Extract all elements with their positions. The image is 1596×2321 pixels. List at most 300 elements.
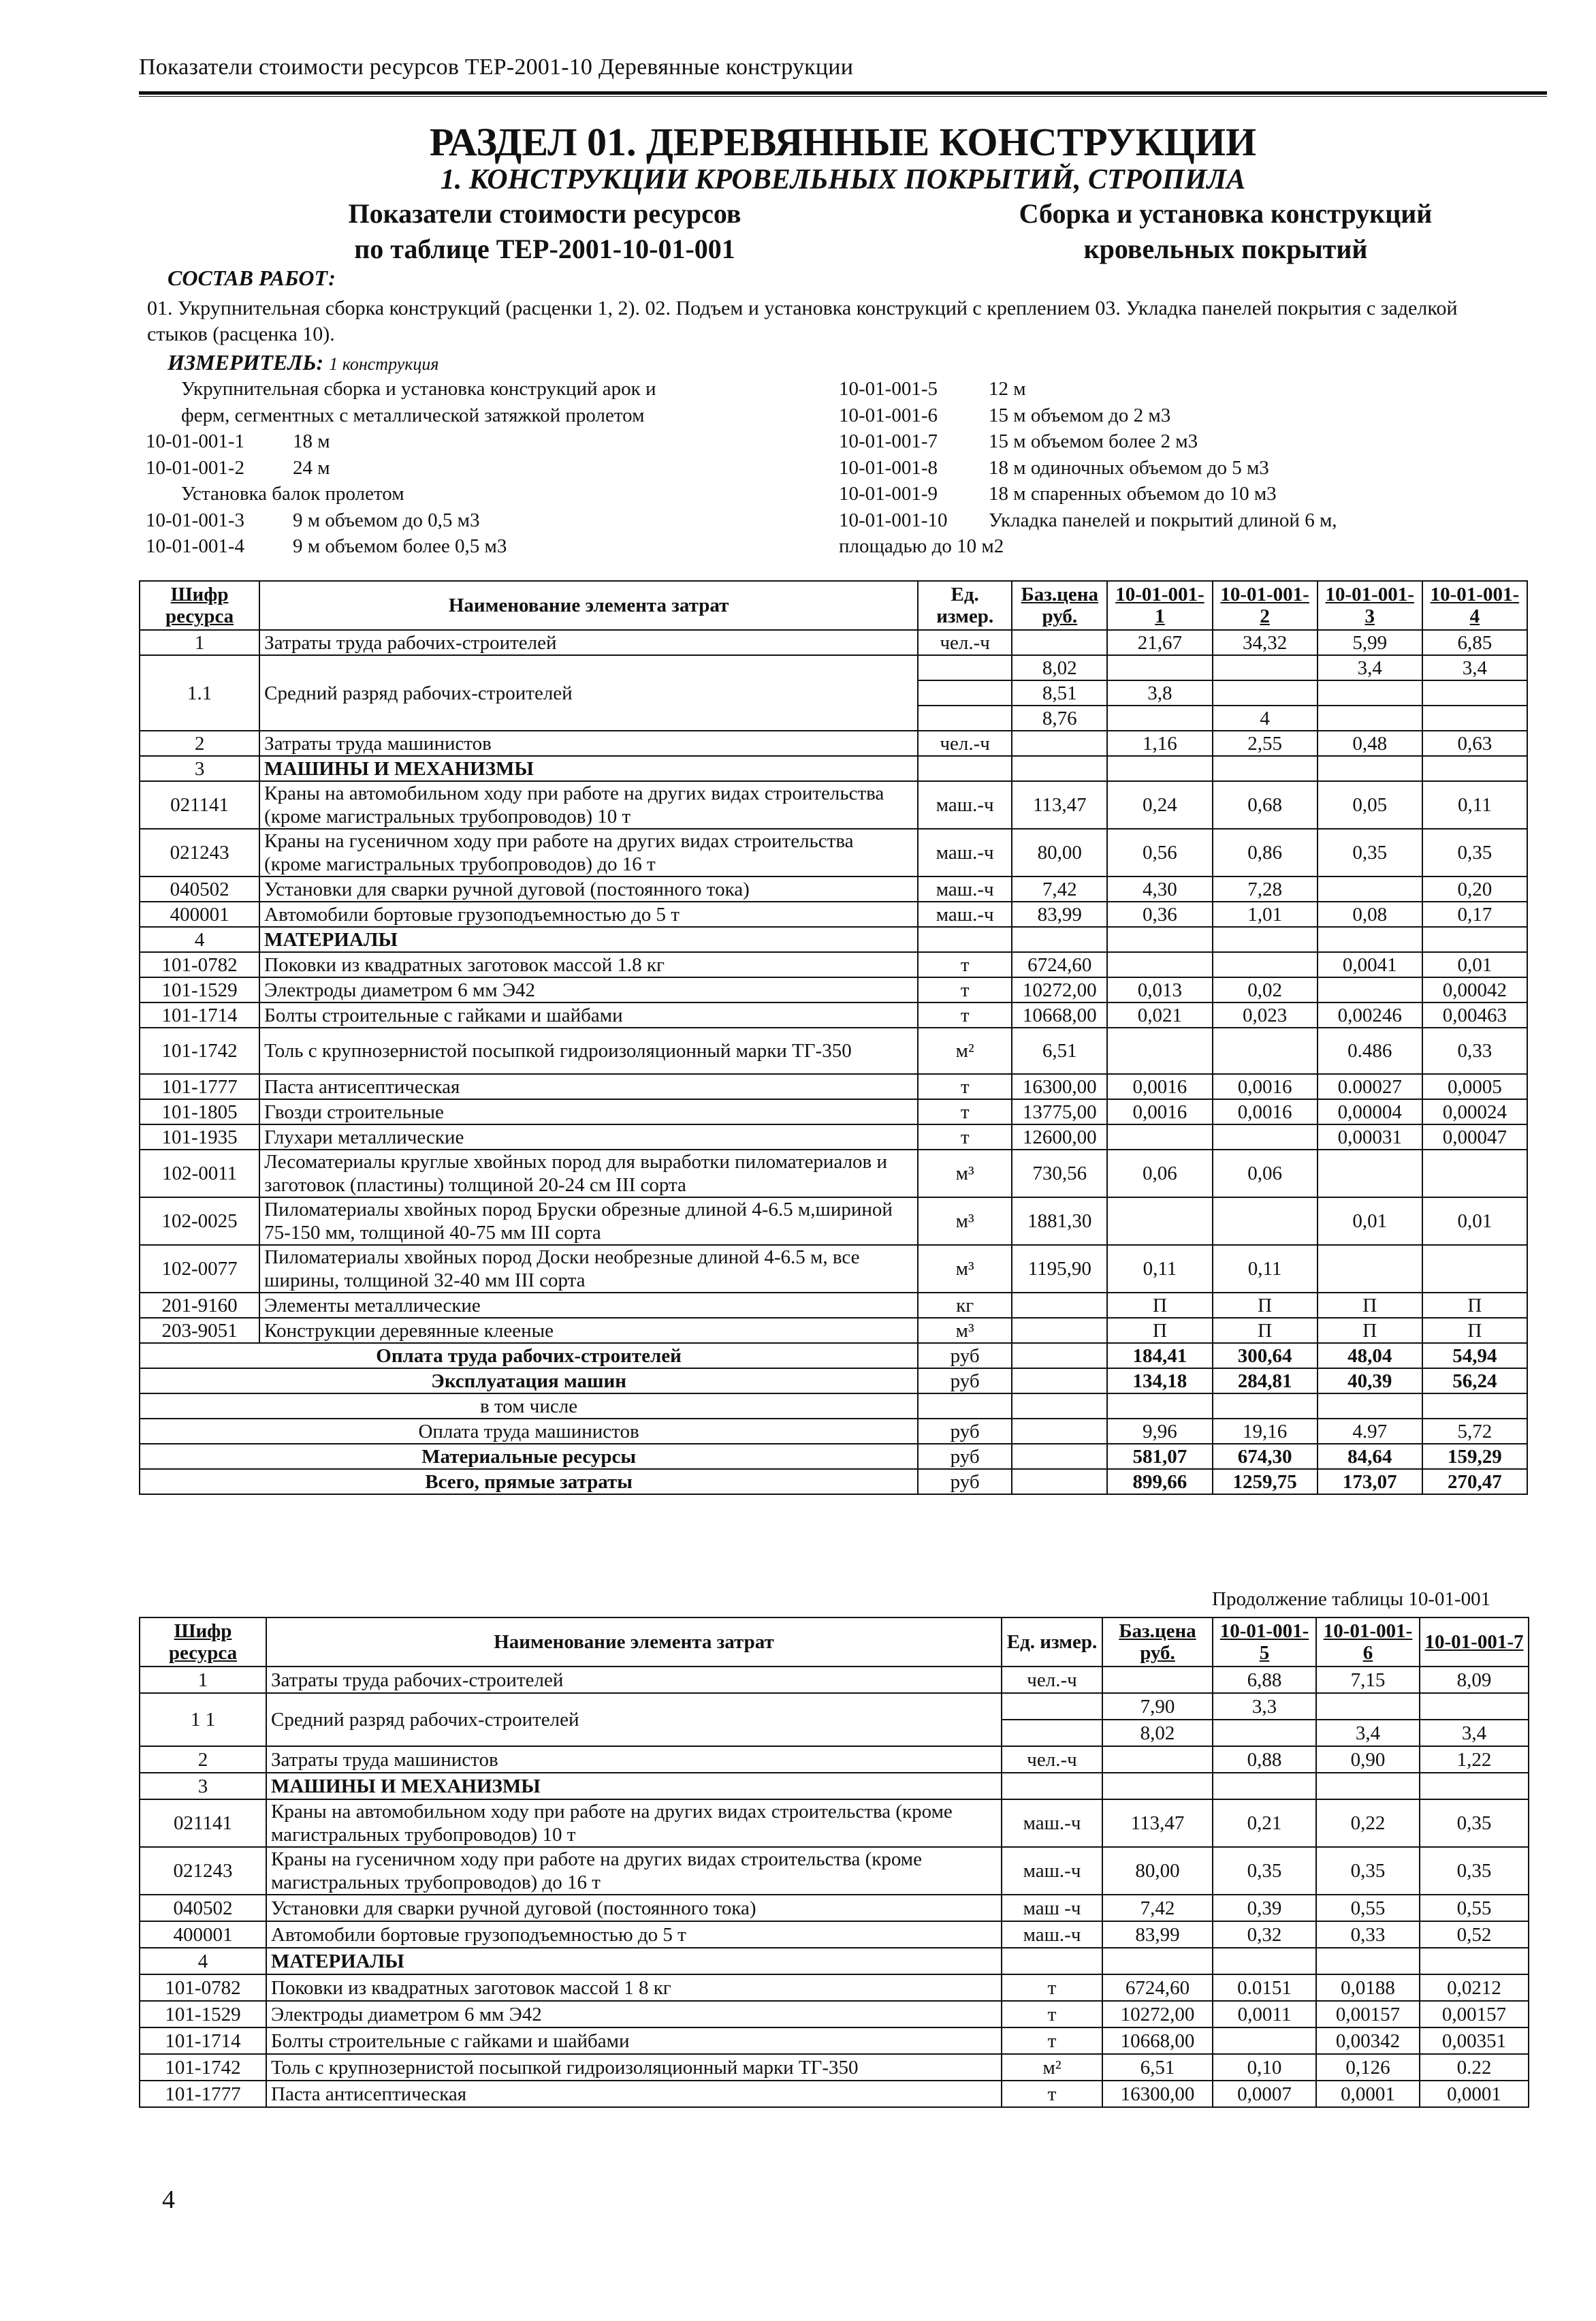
rate-value: [1213, 1773, 1316, 1799]
rate-value: 0,52: [1420, 1921, 1529, 1948]
price-cell: 1881,30: [1012, 1197, 1107, 1245]
resource-code: 101-1742: [140, 1028, 259, 1074]
rate-description: Укрупнительная сборка и установка конструкций арок и: [181, 378, 656, 400]
price-cell: 80,00: [1102, 1847, 1213, 1895]
header-rate-column: 10-01-001-3: [1318, 581, 1422, 630]
rate-code: 10-01-001-5: [839, 378, 938, 400]
section-title: РАЗДЕЛ 01. ДЕРЕВЯННЫЕ КОНСТРУКЦИИ: [429, 120, 1257, 164]
rate-value: 0,24: [1107, 781, 1212, 829]
rate-value: 6,88: [1213, 1667, 1316, 1693]
rate-value: 0,36: [1107, 902, 1212, 927]
unit-cell: чел.-ч: [918, 731, 1012, 756]
rate-value: [1213, 1028, 1318, 1074]
resource-name: Средний разряд рабочих-строителей: [259, 655, 918, 731]
table-row: [140, 1245, 1527, 1293]
price-cell: 16300,00: [1012, 1074, 1107, 1099]
rate-description: ферм, сегментных с металлической затяжкой пролетом: [181, 404, 645, 426]
rate-value: [1107, 1393, 1212, 1419]
rate-value: 0,0016: [1213, 1074, 1318, 1099]
resource-name: Паста антисептическая: [266, 2081, 1002, 2107]
rate-value: 40,39: [1318, 1368, 1422, 1393]
table-row: [140, 1002, 1527, 1028]
unit-cell: т: [1002, 2001, 1102, 2027]
unit-cell: т: [918, 1124, 1012, 1150]
rate-value: 1,22: [1420, 1746, 1529, 1773]
summary-label: Оплата труда рабочих-строителей: [140, 1343, 918, 1368]
rate-value: 0,86: [1213, 829, 1318, 877]
left-code-row: [146, 402, 759, 429]
rate-value: 674,30: [1213, 1444, 1318, 1469]
price-cell: 8,51: [1012, 680, 1107, 706]
resource-code: 400001: [140, 1921, 266, 1948]
rate-value: 21,67: [1107, 630, 1212, 655]
price-cell: [1012, 1293, 1107, 1318]
table-row: [140, 756, 1527, 781]
rate-value: [1213, 1720, 1316, 1746]
left-code-row: [146, 481, 759, 507]
rate-description: 18 м одиночных объемом до 5 м3: [989, 456, 1269, 479]
table-row: [140, 655, 1527, 680]
rate-value: 0,0011: [1213, 2001, 1316, 2027]
rate-value: [1213, 1124, 1318, 1150]
rate-value: 1259,75: [1213, 1469, 1318, 1494]
resource-code: 101-1805: [140, 1099, 259, 1124]
table-row: [140, 2001, 1529, 2027]
rate-value: 0,33: [1422, 1028, 1527, 1074]
header-rule-thin: [139, 96, 1547, 97]
rate-value: П: [1318, 1293, 1422, 1318]
header-code: Шифр ресурса: [140, 581, 259, 630]
unit-cell: чел.-ч: [1002, 1746, 1102, 1773]
rate-value: 3,4: [1316, 1720, 1420, 1746]
table-row: [140, 952, 1527, 977]
rate-value: 0,01: [1422, 952, 1527, 977]
price-cell: [1012, 1444, 1107, 1469]
rate-value: 0,11: [1107, 1245, 1212, 1293]
rate-value: 5,72: [1422, 1419, 1527, 1444]
rate-value: [1213, 927, 1318, 952]
resource-code: 203-9051: [140, 1318, 259, 1343]
resource-code: 021141: [140, 1799, 266, 1847]
caption-left: [286, 196, 803, 267]
resource-name: Толь с крупнозернистой посыпкой гидроизоляционный марки ТГ-350: [266, 2054, 1002, 2081]
rate-code: 10-01-001-6: [839, 404, 938, 426]
resource-code: 101-1777: [140, 2081, 266, 2107]
rate-value: 0,63: [1422, 731, 1527, 756]
unit-cell: м²: [1002, 2054, 1102, 2081]
resource-name: Краны на гусеничном ходу при работе на других видах строительства (кроме магистральных трубопроводов) до 16 т: [266, 1847, 1002, 1895]
table-row: [140, 1028, 1527, 1074]
rate-value: 8,09: [1420, 1667, 1529, 1693]
price-cell: 6724,60: [1102, 1974, 1213, 2001]
work-composition-label: СОСТАВ РАБОТ:: [167, 266, 336, 290]
price-cell: 80,00: [1012, 829, 1107, 877]
unit-cell: маш.-ч: [918, 877, 1012, 902]
resource-code: 101-1714: [140, 1002, 259, 1028]
summary-label: в том числе: [140, 1393, 918, 1419]
table-header-row: [140, 581, 1527, 630]
table-row: [140, 731, 1527, 756]
rate-value: 0,21: [1213, 1799, 1316, 1847]
rate-value: 0,55: [1420, 1895, 1529, 1921]
resource-name: Электроды диаметром 6 мм Э42: [266, 2001, 1002, 2027]
resource-name: Конструкции деревянные клееные: [259, 1318, 918, 1343]
resource-code: 021243: [140, 829, 259, 877]
resource-name: Электроды диаметром 6 мм Э42: [259, 977, 918, 1002]
rate-value: [1107, 655, 1212, 680]
price-cell: 8,76: [1012, 706, 1107, 731]
resource-code: 101-1529: [140, 977, 259, 1002]
price-cell: [1012, 1368, 1107, 1393]
price-cell: 7,42: [1012, 877, 1107, 902]
rate-value: 34,32: [1213, 630, 1318, 655]
unit-cell: руб: [918, 1343, 1012, 1368]
table-row: [140, 1393, 1527, 1419]
rate-value: 0,11: [1422, 781, 1527, 829]
resource-code: 101-0782: [140, 1974, 266, 2001]
price-cell: 113,47: [1102, 1799, 1213, 1847]
unit-cell: м³: [918, 1245, 1012, 1293]
rate-value: 0,0188: [1316, 1974, 1420, 2001]
rate-description: Установка балок пролетом: [181, 483, 404, 505]
caption-right-line-2: кровельных покрытий: [1083, 234, 1368, 264]
rate-value: [1213, 1948, 1316, 1974]
price-cell: 10668,00: [1102, 2027, 1213, 2054]
rate-value: 3,4: [1420, 1720, 1529, 1746]
unit-cell: т: [1002, 1974, 1102, 2001]
rate-description: 24 м: [293, 456, 330, 479]
rate-code: 10-01-001-4: [146, 535, 244, 557]
rate-value: 0,0212: [1420, 1974, 1529, 2001]
rate-value: 0,35: [1318, 829, 1422, 877]
rate-value: 0,00246: [1318, 1002, 1422, 1028]
rate-value: 0,90: [1316, 1746, 1420, 1773]
rate-value: П: [1422, 1293, 1527, 1318]
rate-value: 0.0151: [1213, 1974, 1316, 2001]
rate-code: 10-01-001-10: [839, 509, 948, 531]
rate-value: 3,4: [1318, 655, 1422, 680]
left-code-row: [146, 533, 759, 560]
rate-code: 10-01-001-9: [839, 483, 938, 505]
price-cell: [1102, 1667, 1213, 1693]
rate-value: 134,18: [1107, 1368, 1212, 1393]
price-cell: [1012, 1469, 1107, 1494]
header-code: Шифр ресурса: [140, 1617, 266, 1667]
rate-description: 12 м: [989, 378, 1026, 400]
rate-value: 0,32: [1213, 1921, 1316, 1948]
rate-value: [1422, 927, 1527, 952]
resource-name: Краны на гусеничном ходу при работе на других видах строительства (кроме магистральных трубопроводов) до 16 т: [259, 829, 918, 877]
resource-name: Автомобили бортовые грузоподъемностью до 5 т: [266, 1921, 1002, 1948]
table-row: [140, 1847, 1529, 1895]
unit-cell: руб: [918, 1368, 1012, 1393]
table-row: [140, 2054, 1529, 2081]
price-cell: 730,56: [1012, 1150, 1107, 1197]
rate-value: [1213, 2027, 1316, 2054]
rate-value: 48,04: [1318, 1343, 1422, 1368]
table-row: [140, 1444, 1527, 1469]
rate-value: 0,00342: [1316, 2027, 1420, 2054]
table-row: [140, 1693, 1529, 1720]
price-cell: 7,90: [1102, 1693, 1213, 1720]
header-rate-column: 10-01-001-2: [1213, 581, 1318, 630]
price-cell: 10668,00: [1012, 1002, 1107, 1028]
unit-cell: маш.-ч: [918, 902, 1012, 927]
rate-value: [1213, 952, 1318, 977]
resource-code: 101-1529: [140, 2001, 266, 2027]
price-cell: [1012, 1343, 1107, 1368]
resource-name: Краны на автомобильном ходу при работе на других видах строительства (кроме магистральных трубопроводов) 10 т: [266, 1799, 1002, 1847]
rate-value: 0,023: [1213, 1002, 1318, 1028]
rate-value: 56,24: [1422, 1368, 1527, 1393]
rate-value: 0.486: [1318, 1028, 1422, 1074]
unit-cell: маш.-ч: [918, 829, 1012, 877]
rate-value: 0,17: [1422, 902, 1527, 927]
subsection-title: 1. КОНСТРУКЦИИ КРОВЕЛЬНЫХ ПОКРЫТИЙ, СТРОПИЛА: [440, 164, 1246, 195]
rate-codes-right: [839, 376, 1479, 560]
table-row: [140, 1948, 1529, 1974]
resource-name: Установки для сварки ручной дуговой (постоянного тока): [266, 1895, 1002, 1921]
rate-value: 0,00047: [1422, 1124, 1527, 1150]
rate-value: 7,28: [1213, 877, 1318, 902]
price-cell: 10272,00: [1012, 977, 1107, 1002]
rate-value: 9,96: [1107, 1419, 1212, 1444]
table-row: [140, 2027, 1529, 2054]
price-cell: 1195,90: [1012, 1245, 1107, 1293]
unit-cell: [1002, 1720, 1102, 1746]
left-code-row: [146, 507, 759, 534]
unit-cell: [918, 655, 1012, 680]
rate-value: 19,16: [1213, 1419, 1318, 1444]
resource-name: Автомобили бортовые грузоподъемностью до 5 т: [259, 902, 918, 927]
table-row: [140, 1974, 1529, 2001]
unit-cell: маш.-ч: [1002, 1921, 1102, 1948]
cost-table-1: [139, 580, 1528, 1495]
resource-name: Лесоматериалы круглые хвойных пород для выработки пиломатериалов и заготовок (пластины) толщиной 20-24 см III сорта: [259, 1150, 918, 1197]
resource-name: Толь с крупнозернистой посыпкой гидроизоляционный марки ТГ-350: [259, 1028, 918, 1074]
rate-value: [1422, 706, 1527, 731]
price-cell: 13775,00: [1012, 1099, 1107, 1124]
rate-value: [1213, 655, 1318, 680]
unit-cell: т: [918, 952, 1012, 977]
resource-name: Поковки из квадратных заготовок массой 1.8 кг: [259, 952, 918, 977]
resource-name: МАТЕРИАЛЫ: [266, 1948, 1002, 1974]
right-code-row: [839, 455, 1479, 481]
right-code-row: [839, 533, 1479, 560]
unit-cell: кг: [918, 1293, 1012, 1318]
rate-description: 18 м: [293, 430, 330, 452]
rate-value: [1318, 1245, 1422, 1293]
price-cell: 7,42: [1102, 1895, 1213, 1921]
resource-code: 1 1: [140, 1693, 266, 1746]
unit-cell: [1002, 1773, 1102, 1799]
rate-value: П: [1422, 1318, 1527, 1343]
rate-value: 0,00031: [1318, 1124, 1422, 1150]
rate-value: [1318, 877, 1422, 902]
measure-label-text: ИЗМЕРИТЕЛЬ:: [167, 350, 324, 375]
resource-name: Затраты труда машинистов: [259, 731, 918, 756]
rate-value: 0,00351: [1420, 2027, 1529, 2054]
rate-value: [1318, 756, 1422, 781]
right-code-row: [839, 481, 1479, 507]
price-cell: [1102, 1948, 1213, 1974]
rate-value: 0,0041: [1318, 952, 1422, 977]
table-row: [140, 2081, 1529, 2107]
rate-value: [1107, 952, 1212, 977]
unit-cell: т: [918, 1002, 1012, 1028]
resource-name: Краны на автомобильном ходу при работе на других видах строительства (кроме магистральных трубопроводов) 10 т: [259, 781, 918, 829]
rate-value: 54,94: [1422, 1343, 1527, 1368]
resource-name: Гвозди строительные: [259, 1099, 918, 1124]
resource-code: 1: [140, 630, 259, 655]
rate-value: 159,29: [1422, 1444, 1527, 1469]
rate-value: 7,15: [1316, 1667, 1420, 1693]
unit-cell: [1002, 1948, 1102, 1974]
price-cell: [1012, 630, 1107, 655]
rate-value: 270,47: [1422, 1469, 1527, 1494]
rate-description: 15 м объемом до 2 м3: [989, 404, 1171, 426]
rate-value: 0,00004: [1318, 1099, 1422, 1124]
rate-value: 0,35: [1420, 1799, 1529, 1847]
resource-code: 201-9160: [140, 1293, 259, 1318]
price-cell: [1102, 1773, 1213, 1799]
rate-value: 0.22: [1420, 2054, 1529, 2081]
table-row: [140, 1124, 1527, 1150]
header-name: Наименование элемента затрат: [266, 1617, 1002, 1667]
table-row: [140, 781, 1527, 829]
resource-code: 040502: [140, 877, 259, 902]
price-cell: 6,51: [1012, 1028, 1107, 1074]
rate-value: 0,021: [1107, 1002, 1212, 1028]
resource-code: 101-1742: [140, 2054, 266, 2081]
resource-code: 021141: [140, 781, 259, 829]
rate-value: 173,07: [1318, 1469, 1422, 1494]
resource-code: 1.1: [140, 655, 259, 731]
rate-value: [1213, 1197, 1318, 1245]
price-cell: 113,47: [1012, 781, 1107, 829]
resource-name: Паста антисептическая: [259, 1074, 918, 1099]
rate-value: 184,41: [1107, 1343, 1212, 1368]
price-cell: 12600,00: [1012, 1124, 1107, 1150]
table-row: [140, 1799, 1529, 1847]
table-row: [140, 1343, 1527, 1368]
rate-value: [1213, 756, 1318, 781]
rate-description: 9 м объемом до 0,5 м3: [293, 509, 480, 531]
rate-value: 0,0001: [1316, 2081, 1420, 2107]
left-code-row: [146, 455, 759, 481]
header-rule: [139, 91, 1547, 95]
rate-value: П: [1107, 1293, 1212, 1318]
table-row: [140, 1074, 1527, 1099]
summary-label: Оплата труда машинистов: [140, 1419, 918, 1444]
header-name: Наименование элемента затрат: [259, 581, 918, 630]
rate-value: 0,0001: [1420, 2081, 1529, 2107]
rate-value: 0,0016: [1213, 1099, 1318, 1124]
resource-name: Поковки из квадратных заготовок массой 1 8 кг: [266, 1974, 1002, 2001]
header-unit: Ед. измер.: [918, 581, 1012, 630]
header-rate-column: 10-01-001-1: [1107, 581, 1212, 630]
rate-description: Укладка панелей и покрытий длиной 6 м,: [989, 509, 1337, 531]
rate-description: 15 м объемом более 2 м3: [989, 430, 1198, 452]
price-cell: [1102, 1746, 1213, 1773]
table-row: [140, 927, 1527, 952]
rate-value: 0,33: [1316, 1921, 1420, 1948]
left-code-row: [146, 428, 759, 455]
table-row: [140, 902, 1527, 927]
rate-value: П: [1107, 1318, 1212, 1343]
rate-value: 0,08: [1318, 902, 1422, 927]
rate-value: 581,07: [1107, 1444, 1212, 1469]
work-composition-text: 01. Укрупнительная сборка конструкций (расценки 1, 2). 02. Подъем и установка конструкций с креплением 03. Укладка панелей покрытия с заделкой стыков (расценка 10).: [147, 297, 1458, 345]
rate-value: 4.97: [1318, 1419, 1422, 1444]
resource-name: Затраты труда рабочих-строителей: [266, 1667, 1002, 1693]
resource-code: 3: [140, 1773, 266, 1799]
rate-value: П: [1213, 1318, 1318, 1343]
rate-description: 9 м объемом более 0,5 м3: [293, 535, 507, 557]
resource-name: Установки для сварки ручной дуговой (постоянного тока): [259, 877, 918, 902]
rate-value: 0,35: [1213, 1847, 1316, 1895]
resource-code: 101-1935: [140, 1124, 259, 1150]
rate-value: [1318, 1150, 1422, 1197]
rate-value: [1316, 1773, 1420, 1799]
price-cell: 16300,00: [1102, 2081, 1213, 2107]
rate-value: [1318, 706, 1422, 731]
rate-code: 10-01-001-7: [839, 430, 938, 452]
resource-code: 1: [140, 1667, 266, 1693]
running-header: Показатели стоимости ресурсов ТЕР-2001-10 Деревянные конструкции: [139, 54, 854, 80]
resource-name: Пиломатериалы хвойных пород Бруски обрезные длиной 4-6.5 м,шириной 75-150 мм, толщиной 40-75 мм III сорта: [259, 1197, 918, 1245]
rate-value: [1318, 977, 1422, 1002]
rate-value: [1422, 1150, 1527, 1197]
rate-value: П: [1318, 1318, 1422, 1343]
measure-label: [167, 350, 439, 375]
rate-value: 3,8: [1107, 680, 1212, 706]
rate-value: 2,55: [1213, 731, 1318, 756]
rate-value: 4: [1213, 706, 1318, 731]
resource-code: 4: [140, 1948, 266, 1974]
rate-value: 0,10: [1213, 2054, 1316, 2081]
rate-value: 0,00157: [1420, 2001, 1529, 2027]
header-rate-column: 10-01-001-7: [1420, 1617, 1529, 1667]
caption-left-line-2: по таблице ТЕР-2001-10-01-001: [354, 234, 735, 264]
rate-value: П: [1213, 1293, 1318, 1318]
table-row: [140, 1469, 1527, 1494]
rate-value: [1422, 1393, 1527, 1419]
right-code-row: [839, 402, 1479, 429]
resource-name: МАШИНЫ И МЕХАНИЗМЫ: [259, 756, 918, 781]
rate-value: [1107, 1197, 1212, 1245]
summary-label: Всего, прямые затраты: [140, 1469, 918, 1494]
rate-value: 1,16: [1107, 731, 1212, 756]
rate-value: [1107, 1124, 1212, 1150]
rate-value: 0,00024: [1422, 1099, 1527, 1124]
price-cell: [1012, 1318, 1107, 1343]
unit-cell: руб: [918, 1444, 1012, 1469]
rate-value: 0,00157: [1316, 2001, 1420, 2027]
caption-right: [967, 196, 1484, 267]
rate-value: 4,30: [1107, 877, 1212, 902]
summary-label: Материальные ресурсы: [140, 1444, 918, 1469]
resource-code: 101-0782: [140, 952, 259, 977]
right-code-row: [839, 428, 1479, 455]
rate-description: площадью до 10 м2: [839, 535, 1004, 557]
table-row: [140, 877, 1527, 902]
rate-codes-left: [146, 376, 759, 560]
rate-value: 5,99: [1318, 630, 1422, 655]
rate-value: 0,0016: [1107, 1074, 1212, 1099]
unit-cell: [1002, 1693, 1102, 1720]
price-cell: 6724,60: [1012, 952, 1107, 977]
